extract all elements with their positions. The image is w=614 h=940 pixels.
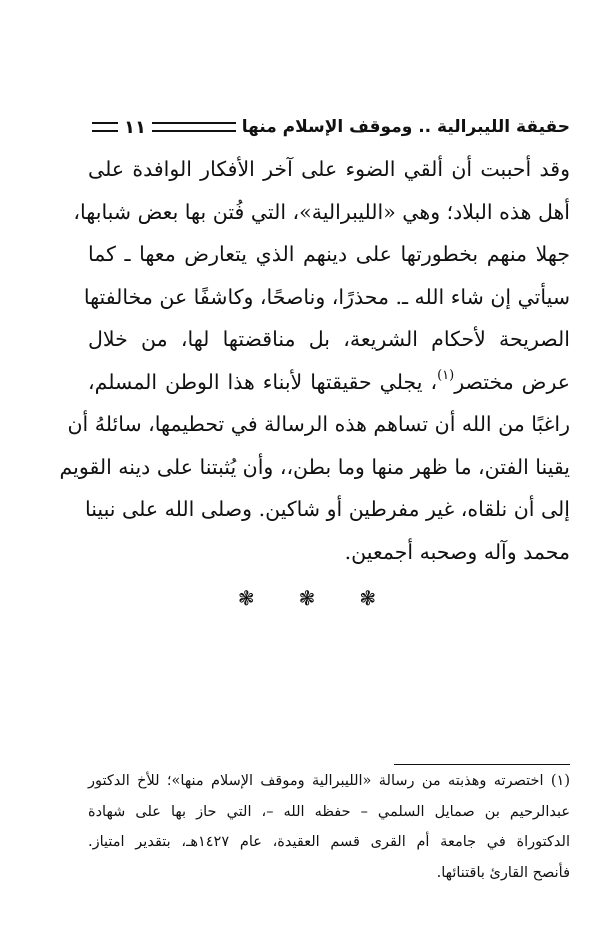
running-header	[92, 112, 570, 142]
text-line-suffix: ، يجلي حقيقتها لأبناء هذا الوطن المسلم،	[88, 369, 438, 394]
text-line: جهلا منهم بخطورتها على دينهم الذي يتعارض معها ـ كما	[88, 242, 570, 266]
header-title: حقيقة الليبرالية .. وموقف الإسلام منها	[241, 117, 570, 137]
text-line: راغبًا من الله أن تساهم هذه الرسالة في تحطيمها، سائلهُ أن	[67, 412, 570, 436]
body-text	[59, 148, 570, 573]
footnote	[88, 766, 570, 888]
header-rule	[152, 122, 236, 132]
text-line-with-footnote-ref	[88, 361, 570, 404]
footnote-line: عبدالرحيم بن صمايل السلمي – حفظه الله –، التي حاز بها على شهادة	[88, 803, 570, 820]
text-line: يقينا الفتن، ما ظهر منها وما بطن،، وأن يُثبتنا على دينه القويم	[59, 454, 570, 479]
asterism-icon: ❃	[298, 586, 316, 610]
footnote-line-last: فأنصح القارئ باقتنائها.	[436, 864, 570, 881]
text-line: أهل هذه البلاد؛ وهي «الليبرالية»، التي فُتن بها بعض شبابها،	[73, 199, 570, 224]
page-number: ١١	[124, 116, 146, 138]
footnote-line: الدكتوراة في جامعة أم القرى قسم العقيدة، عام ١٤٢٧هـ، بتقدير امتياز.	[88, 834, 570, 850]
text-line: سيأتي إن شاء الله ـ. محذرًا، وناصحًا، وكاشفًا عن مخالفتها	[83, 284, 570, 309]
text-line-prefix: عرض مختصر	[454, 369, 570, 394]
footnote-divider	[394, 764, 570, 765]
text-line: الصريحة لأحكام الشريعة، بل مناقضتها لها، من خلال	[88, 327, 570, 351]
footnote-reference: (١)	[437, 367, 455, 383]
text-line: إلى أن نلقاه، غير مفرطين أو شاكين. وصلى الله على نبينا	[85, 497, 570, 521]
asterism-icon: ❃	[359, 586, 377, 610]
text-line: وقد أحببت أن ألقي الضوء على آخر الأفكار الوافدة على	[88, 157, 570, 181]
header-rule-end	[92, 122, 118, 132]
text-line-last: محمد وآله وصحبه أجمعين.	[344, 539, 570, 564]
asterism-icon: ❃	[237, 586, 255, 610]
section-separator	[0, 583, 614, 613]
footnote-line: (١) اختصرته وهذبته من رسالة «الليبرالية وموقف الإسلام منها»؛ للأخ الدكتور	[88, 773, 570, 789]
